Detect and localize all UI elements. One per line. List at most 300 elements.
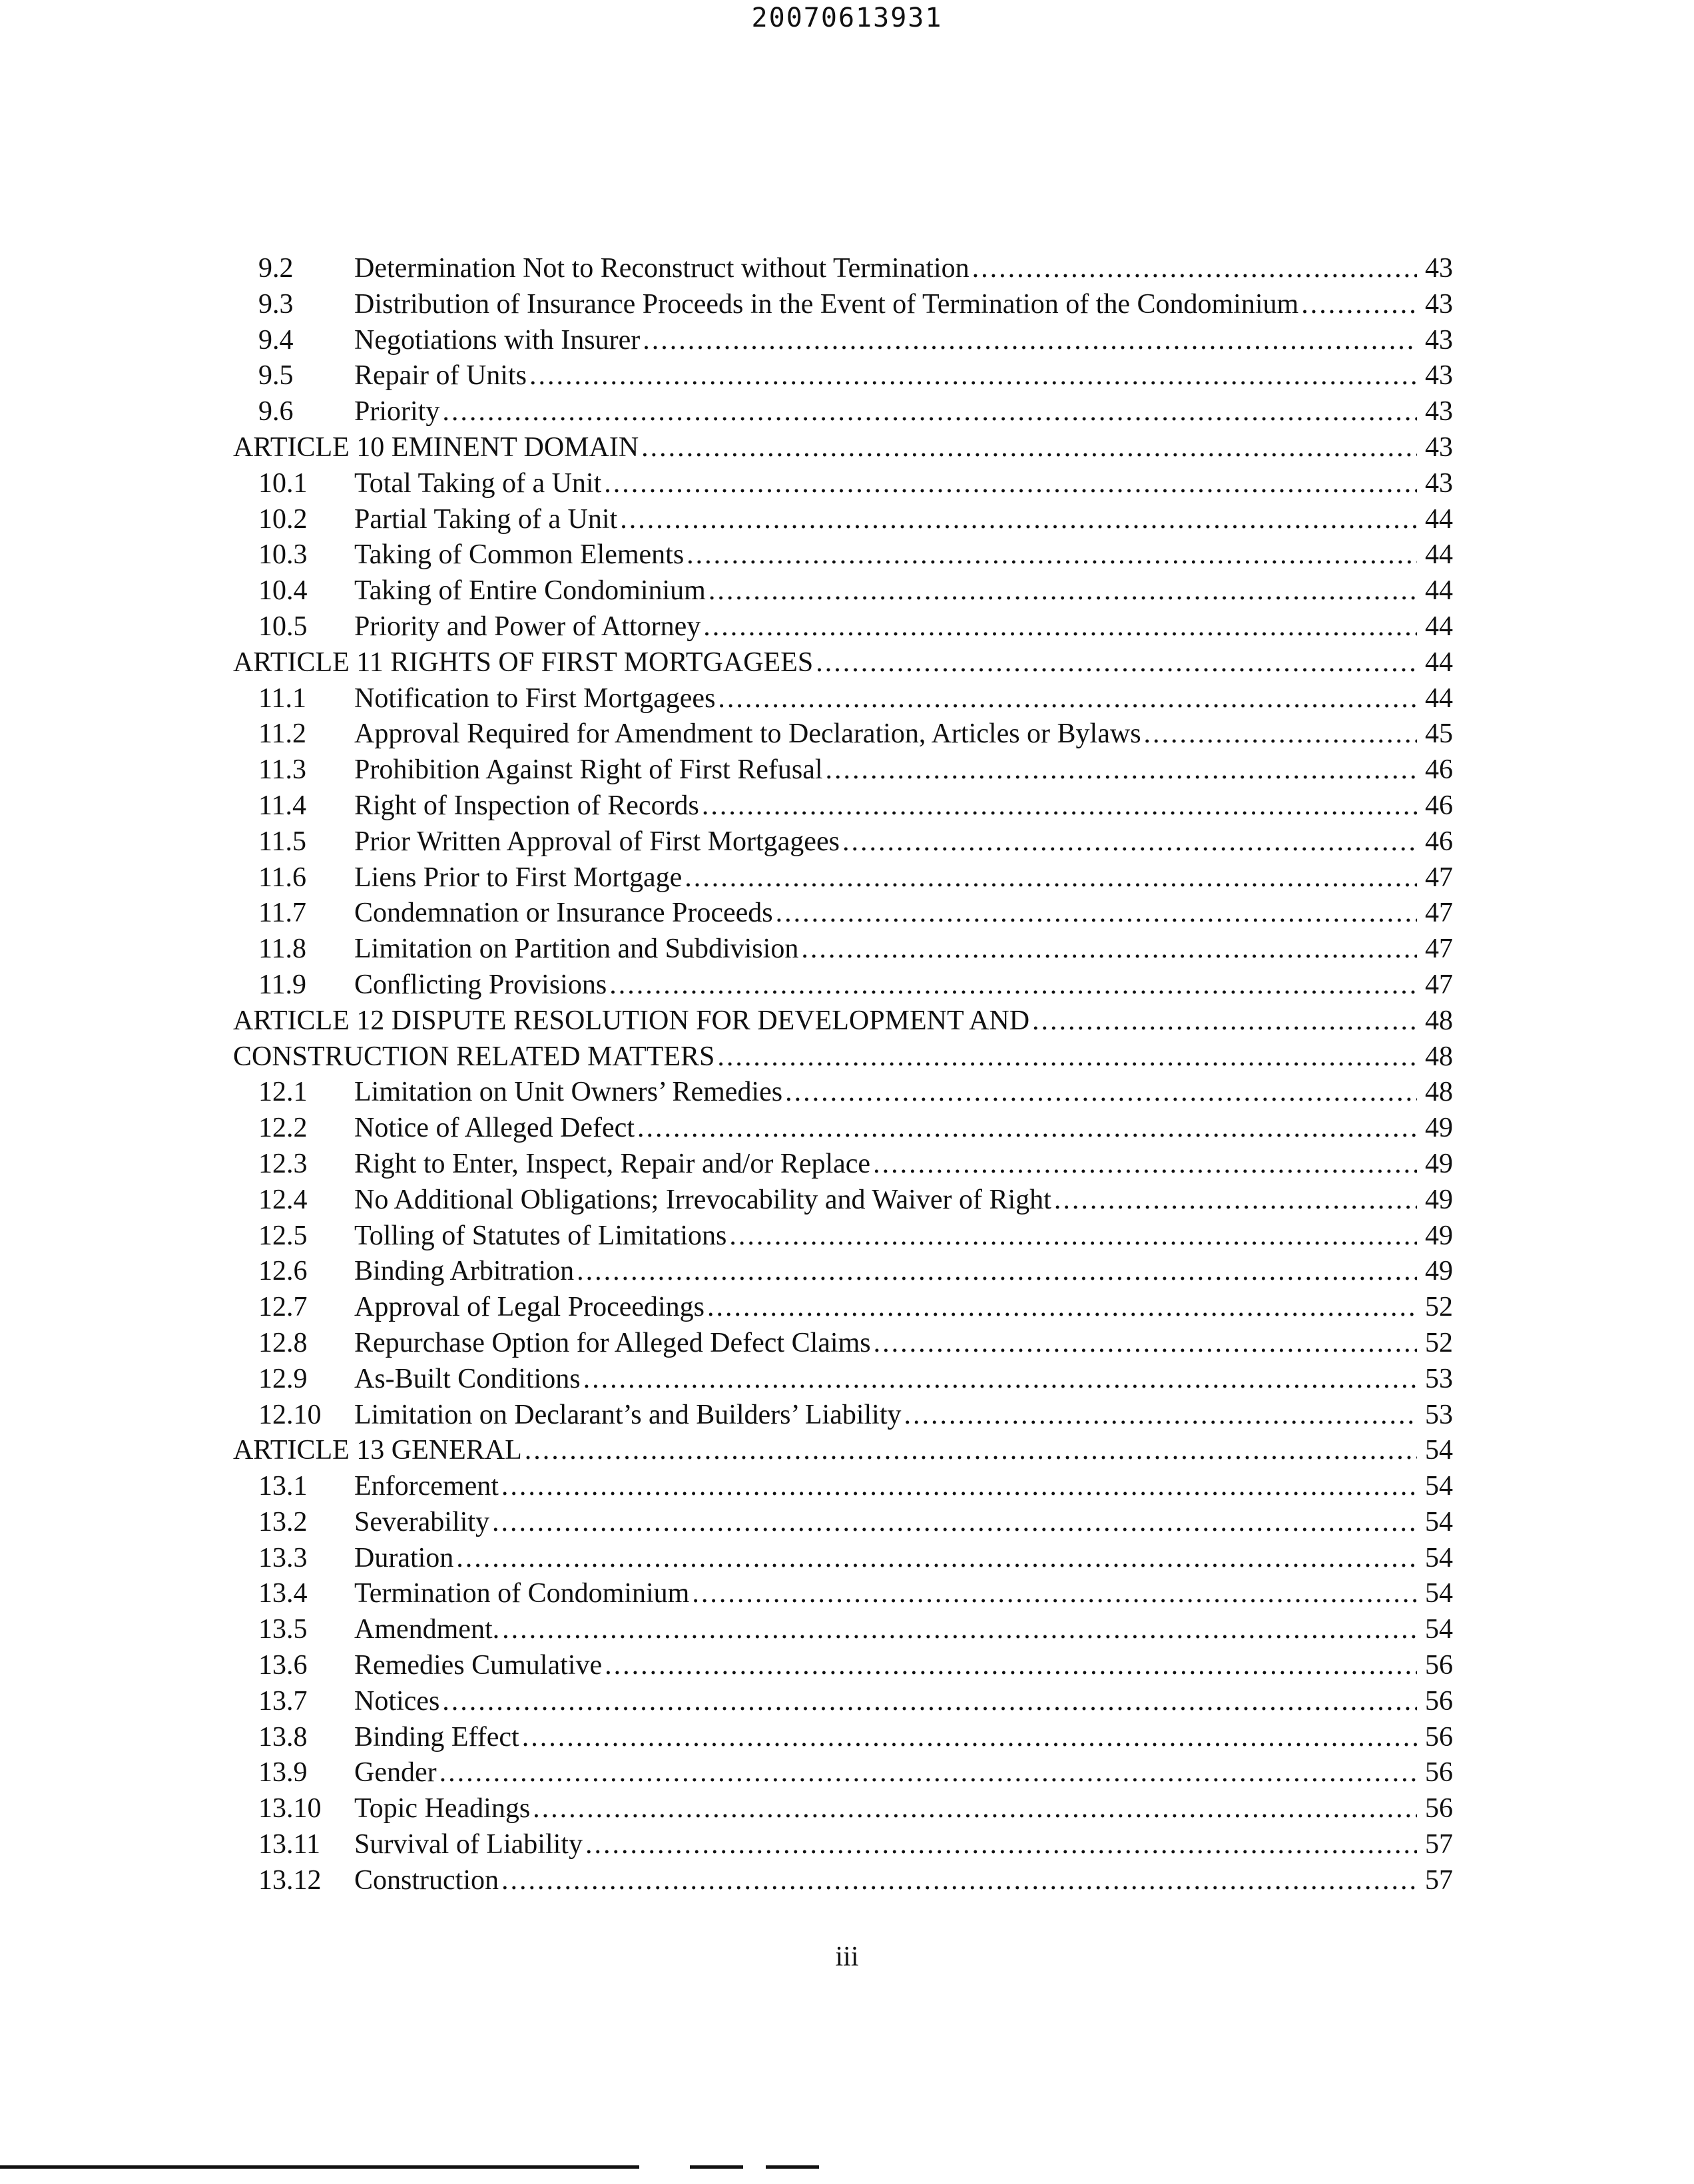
- toc-entry-title: Total Taking of a Unit: [354, 467, 602, 499]
- toc-entry-number: [233, 1755, 357, 1791]
- toc-entry-body: [354, 609, 1453, 645]
- toc-entry-number-text: 11.9: [258, 969, 306, 1000]
- toc-entry-title: Condemnation or Insurance Proceeds: [354, 898, 773, 929]
- toc-entry-number: [233, 358, 357, 394]
- dot-leader: [637, 1111, 1417, 1147]
- toc-entry-page: 43: [1425, 360, 1453, 392]
- dot-leader: [533, 1791, 1417, 1827]
- toc-entry-title: Binding Effect: [354, 1721, 519, 1753]
- toc-entry-number-text: 9.2: [258, 253, 294, 284]
- toc-entry-title: Repurchase Option for Alleged Defect Claims: [354, 1327, 871, 1358]
- toc-entry-page: 48: [1425, 1005, 1453, 1036]
- toc-section-row: [233, 1863, 1453, 1899]
- dot-leader: [439, 1755, 1417, 1791]
- toc-entry-body: [354, 1254, 1453, 1290]
- toc-entry-page: 56: [1425, 1685, 1453, 1717]
- dot-leader: [442, 394, 1417, 430]
- dot-leader: [904, 1398, 1417, 1434]
- toc-entry-page: 47: [1425, 969, 1453, 1000]
- toc-entry-number: [233, 716, 357, 752]
- toc-entry-body: [354, 466, 1453, 502]
- toc-entry-body: [354, 1720, 1453, 1756]
- toc-article-row: [233, 1003, 1453, 1039]
- toc-entry-body: [354, 1290, 1453, 1326]
- toc-entry-page: 44: [1425, 682, 1453, 714]
- toc-entry-number-text: 9.3: [258, 288, 294, 320]
- dot-leader: [492, 1505, 1417, 1541]
- toc-entry-title: Determination Not to Reconstruct without Termination: [354, 253, 970, 284]
- toc-entry-number: [233, 394, 357, 430]
- toc-entry-body: [354, 287, 1453, 323]
- toc-entry-number-text: 11.2: [258, 718, 306, 750]
- toc-entry-body: [354, 860, 1453, 896]
- toc-entry-title: Termination of Condominium: [354, 1578, 690, 1609]
- dot-leader: [729, 1219, 1417, 1254]
- scan-edge-line: [690, 2165, 743, 2169]
- toc-section-row: [233, 1398, 1453, 1434]
- dot-leader: [718, 681, 1417, 717]
- toc-section-row: [233, 502, 1453, 538]
- toc-entry-number: [233, 1505, 357, 1541]
- dot-leader: [502, 1612, 1417, 1648]
- dot-leader: [816, 645, 1417, 681]
- dot-leader: [501, 1469, 1417, 1505]
- toc-entry-title: ARTICLE 13 GENERAL: [233, 1435, 522, 1466]
- dot-leader: [605, 1648, 1417, 1684]
- toc-entry-title: Binding Arbitration: [354, 1256, 575, 1287]
- dot-leader: [609, 967, 1417, 1003]
- toc-entry-body: [354, 502, 1453, 538]
- toc-entry-page: 54: [1425, 1506, 1453, 1537]
- toc-section-row: [233, 824, 1453, 860]
- toc-entry-title: Severability: [354, 1506, 489, 1537]
- toc-entry-title: Prior Written Approval of First Mortgagees: [354, 826, 840, 857]
- toc-entry-body: [354, 752, 1453, 788]
- toc-entry-number: [233, 1791, 357, 1827]
- toc-entry-body: [354, 1684, 1453, 1720]
- toc-entry-title: Distribution of Insurance Proceeds in the Event of Termination of the Condominium: [354, 288, 1299, 320]
- toc-entry-number-text: 12.4: [258, 1184, 308, 1215]
- toc-section-row: [233, 1576, 1453, 1612]
- toc-entry-page: 46: [1425, 754, 1453, 786]
- toc-entry-number: [233, 1612, 357, 1648]
- toc-entry-number: [233, 573, 357, 609]
- toc-entry-number: [233, 932, 357, 967]
- toc-entry-page: 53: [1425, 1363, 1453, 1394]
- toc-entry-body: [354, 1326, 1453, 1362]
- toc-section-row: [233, 251, 1453, 287]
- dot-leader: [1144, 716, 1417, 752]
- toc-entry-number-text: 9.4: [258, 324, 294, 356]
- dot-leader: [583, 1362, 1417, 1398]
- toc-entry-body: [354, 323, 1453, 359]
- toc-entry-body: [354, 251, 1453, 287]
- dot-leader: [708, 573, 1417, 609]
- toc-entry-body: [354, 788, 1453, 824]
- toc-entry-title: Repair of Units: [354, 360, 527, 392]
- toc-section-row: [233, 1791, 1453, 1827]
- toc-entry-body: [354, 1755, 1453, 1791]
- scan-edge-line: [0, 2165, 639, 2169]
- dot-leader: [620, 502, 1417, 538]
- toc-entry-body: [354, 358, 1453, 394]
- toc-entry-number: [233, 788, 357, 824]
- dot-leader: [692, 1576, 1417, 1612]
- toc-entry-title: Limitation on Unit Owners’ Remedies: [354, 1077, 783, 1108]
- toc-entry-body: [233, 645, 1453, 681]
- toc-section-row: [233, 609, 1453, 645]
- toc-entry-number: [233, 1147, 357, 1183]
- toc-entry-number: [233, 323, 357, 359]
- dot-leader: [687, 537, 1417, 573]
- toc-section-row: [233, 1183, 1453, 1219]
- toc-article-row: [233, 430, 1453, 466]
- toc-entry-number: [233, 1075, 357, 1111]
- toc-entry-title: Limitation on Declarant’s and Builders’ Liability: [354, 1399, 902, 1430]
- toc-entry-page: 52: [1425, 1327, 1453, 1358]
- toc-entry-body: [354, 896, 1453, 932]
- dot-leader: [1054, 1183, 1417, 1219]
- toc-section-row: [233, 1648, 1453, 1684]
- toc-entry-number-text: 12.1: [258, 1077, 308, 1108]
- document-id: 20070613931: [751, 3, 943, 33]
- toc-entry-page: 56: [1425, 1650, 1453, 1681]
- toc-entry-body: [354, 1075, 1453, 1111]
- toc-entry-page: 44: [1425, 611, 1453, 642]
- toc-entry-number: [233, 537, 357, 573]
- toc-entry-page: 46: [1425, 826, 1453, 857]
- toc-entry-page: 48: [1425, 1077, 1453, 1108]
- toc-entry-page: 47: [1425, 934, 1453, 965]
- dot-leader: [685, 860, 1417, 896]
- toc-entry-body: [354, 1576, 1453, 1612]
- toc-section-row: [233, 1541, 1453, 1577]
- toc-entry-number: [233, 1362, 357, 1398]
- toc-entry-body: [233, 1003, 1453, 1039]
- toc-entry-body: [233, 430, 1453, 466]
- toc-section-row: [233, 1254, 1453, 1290]
- toc-entry-page: 56: [1425, 1721, 1453, 1753]
- dot-leader: [801, 932, 1417, 967]
- toc-entry-page: 49: [1425, 1148, 1453, 1179]
- toc-section-row: [233, 932, 1453, 967]
- toc-entry-title: Taking of Entire Condominium: [354, 575, 706, 607]
- toc-entry-page: 48: [1425, 1041, 1453, 1072]
- toc-section-row: [233, 1326, 1453, 1362]
- dot-leader: [874, 1326, 1417, 1362]
- toc-entry-number: [233, 1469, 357, 1505]
- toc-entry-number-text: 9.5: [258, 360, 294, 392]
- dot-leader: [577, 1254, 1417, 1290]
- toc-section-row: [233, 1505, 1453, 1541]
- toc-entry-title: Prohibition Against Right of First Refusal: [354, 754, 823, 786]
- toc-entry-body: [354, 1827, 1453, 1863]
- toc-entry-body: [354, 967, 1453, 1003]
- dot-leader: [442, 1684, 1417, 1720]
- toc-entry-number: [233, 681, 357, 717]
- toc-entry-title: Survival of Liability: [354, 1829, 583, 1860]
- toc-entry-page: 43: [1425, 396, 1453, 427]
- dot-leader: [641, 430, 1417, 466]
- toc-entry-body: [354, 824, 1453, 860]
- toc-entry-title: Partial Taking of a Unit: [354, 503, 618, 535]
- toc-entry-body: [233, 1039, 1453, 1075]
- toc-entry-title: No Additional Obligations; Irrevocability and Waiver of Right: [354, 1184, 1051, 1215]
- toc-entry-page: 54: [1425, 1435, 1453, 1466]
- toc-entry-page: 45: [1425, 718, 1453, 750]
- toc-entry-page: 47: [1425, 898, 1453, 929]
- dot-leader: [456, 1541, 1417, 1577]
- toc-entry-number-text: 12.3: [258, 1148, 308, 1179]
- toc-entry-page: 43: [1425, 467, 1453, 499]
- dot-leader: [873, 1147, 1417, 1183]
- toc-entry-page: 49: [1425, 1184, 1453, 1215]
- toc-section-row: [233, 394, 1453, 430]
- toc-entry-title: Notification to First Mortgagees: [354, 682, 716, 714]
- toc-section-row: [233, 1755, 1453, 1791]
- toc-entry-number-text: 12.6: [258, 1256, 308, 1287]
- toc-entry-title: Priority and Power of Attorney: [354, 611, 701, 642]
- toc-entry-title: Amendment.: [354, 1614, 500, 1645]
- toc-section-row: [233, 967, 1453, 1003]
- dot-leader: [604, 466, 1417, 502]
- toc-entry-title: Notice of Alleged Defect: [354, 1113, 635, 1144]
- toc-entry-page: 43: [1425, 431, 1453, 463]
- dot-leader: [703, 609, 1417, 645]
- toc-entry-body: [354, 1469, 1453, 1505]
- toc-entry-number: [233, 1290, 357, 1326]
- toc-entry-page: 54: [1425, 1578, 1453, 1609]
- toc-entry-number: [233, 1576, 357, 1612]
- dot-leader: [522, 1720, 1417, 1756]
- toc-entry-page: 54: [1425, 1471, 1453, 1502]
- toc-entry-number-text: 13.3: [258, 1542, 308, 1573]
- toc-entry-number: [233, 1111, 357, 1147]
- toc-entry-body: [233, 1433, 1453, 1469]
- toc-entry-page: 53: [1425, 1399, 1453, 1430]
- toc-entry-number: [233, 967, 357, 1003]
- toc-entry-number-text: 13.8: [258, 1721, 308, 1753]
- dot-leader: [842, 824, 1417, 860]
- toc-entry-number: [233, 1398, 357, 1434]
- dot-leader: [776, 896, 1417, 932]
- toc-entry-number: [233, 1684, 357, 1720]
- toc-entry-page: 54: [1425, 1542, 1453, 1573]
- toc-entry-number-text: 13.4: [258, 1578, 308, 1609]
- toc-entry-page: 57: [1425, 1864, 1453, 1896]
- toc-section-row: [233, 1362, 1453, 1398]
- toc-section-row: [233, 1684, 1453, 1720]
- toc-entry-page: 49: [1425, 1256, 1453, 1287]
- toc-entry-number-text: 11.6: [258, 862, 306, 893]
- toc-section-row: [233, 1469, 1453, 1505]
- toc-section-row: [233, 860, 1453, 896]
- toc-entry-number-text: 12.8: [258, 1327, 308, 1358]
- toc-entry-title: Remedies Cumulative: [354, 1650, 603, 1681]
- dot-leader: [1301, 287, 1417, 323]
- toc-section-row: [233, 1219, 1453, 1254]
- toc-entry-number: [233, 1183, 357, 1219]
- toc-section-row: [233, 287, 1453, 323]
- toc-entry-number-text: 10.3: [258, 539, 308, 571]
- toc-section-row: [233, 1827, 1453, 1863]
- dot-leader: [972, 251, 1417, 287]
- toc-entry-title: CONSTRUCTION RELATED MATTERS: [233, 1041, 715, 1072]
- toc-article-row: [233, 1433, 1453, 1469]
- toc-entry-title: Approval Required for Amendment to Declaration, Articles or Bylaws: [354, 718, 1141, 750]
- toc-entry-body: [354, 1541, 1453, 1577]
- toc-section-row: [233, 1720, 1453, 1756]
- toc-entry-number-text: 10.1: [258, 467, 308, 499]
- toc-entry-body: [354, 1111, 1453, 1147]
- toc-entry-number-text: 13.9: [258, 1757, 308, 1788]
- toc-entry-body: [354, 1219, 1453, 1254]
- toc-entry-page: 44: [1425, 539, 1453, 571]
- toc-entry-number-text: 11.7: [258, 898, 306, 929]
- toc-entry-body: [354, 537, 1453, 573]
- toc-entry-number-text: 11.5: [258, 826, 306, 857]
- toc-section-row: [233, 716, 1453, 752]
- toc-section-row: [233, 1612, 1453, 1648]
- toc-entry-title: Conflicting Provisions: [354, 969, 607, 1000]
- toc-entry-body: [354, 1791, 1453, 1827]
- toc-entry-number: [233, 896, 357, 932]
- dot-leader: [702, 788, 1417, 824]
- toc-section-row: [233, 681, 1453, 717]
- toc-entry-number-text: 13.6: [258, 1650, 308, 1681]
- toc-entry-number-text: 12.2: [258, 1113, 308, 1144]
- dot-leader: [529, 358, 1417, 394]
- toc-section-row: [233, 896, 1453, 932]
- toc-entry-page: 44: [1425, 647, 1453, 678]
- toc-entry-number-text: 10.4: [258, 575, 308, 607]
- toc-entry-number: [233, 1219, 357, 1254]
- toc-entry-number-text: 12.5: [258, 1220, 308, 1251]
- toc-entry-number-text: 13.10: [258, 1793, 322, 1824]
- toc-entry-page: 44: [1425, 503, 1453, 535]
- dot-leader: [826, 752, 1417, 788]
- toc-entry-number-text: 12.9: [258, 1363, 308, 1394]
- toc-entry-page: 54: [1425, 1614, 1453, 1645]
- toc-entry-number-text: 11.4: [258, 790, 306, 821]
- toc-article-row: [233, 645, 1453, 681]
- toc-entry-number: [233, 1326, 357, 1362]
- dot-leader: [643, 323, 1417, 359]
- toc-entry-page: 46: [1425, 790, 1453, 821]
- toc-section-row: [233, 323, 1453, 359]
- toc-entry-page: 43: [1425, 288, 1453, 320]
- toc-entry-title: Priority: [354, 396, 440, 427]
- toc-entry-number-text: 13.7: [258, 1685, 308, 1717]
- toc-entry-number: [233, 1648, 357, 1684]
- toc-entry-page: 47: [1425, 862, 1453, 893]
- toc-entry-body: [354, 394, 1453, 430]
- toc-entry-page: 43: [1425, 253, 1453, 284]
- toc-entry-number-text: 9.6: [258, 396, 294, 427]
- toc-entry-page: 56: [1425, 1757, 1453, 1788]
- toc-section-row: [233, 1290, 1453, 1326]
- toc-entry-number: [233, 1863, 357, 1899]
- toc-entry-number-text: 13.12: [258, 1864, 322, 1896]
- toc-entry-number: [233, 1720, 357, 1756]
- toc-entry-title: ARTICLE 10 EMINENT DOMAIN: [233, 431, 639, 463]
- dot-leader: [1032, 1003, 1417, 1039]
- toc-entry-number: [233, 609, 357, 645]
- toc-entry-page: 44: [1425, 575, 1453, 607]
- toc-entry-page: 56: [1425, 1793, 1453, 1824]
- toc-entry-body: [354, 716, 1453, 752]
- toc-entry-number-text: 11.3: [258, 754, 306, 786]
- dot-leader: [501, 1863, 1417, 1899]
- toc-entry-body: [354, 1362, 1453, 1398]
- toc-entry-number-text: 11.8: [258, 934, 306, 965]
- toc-entry-title: Liens Prior to First Mortgage: [354, 862, 683, 893]
- toc-entry-number: [233, 251, 357, 287]
- toc-entry-body: [354, 932, 1453, 967]
- toc-entry-number: [233, 860, 357, 896]
- toc-entry-page: 52: [1425, 1292, 1453, 1323]
- toc-entry-title: Enforcement: [354, 1471, 499, 1502]
- dot-leader: [707, 1290, 1417, 1326]
- toc-entry-title: Approval of Legal Proceedings: [354, 1292, 705, 1323]
- toc-entry-number-text: 13.11: [258, 1829, 320, 1860]
- dot-leader: [585, 1827, 1417, 1863]
- toc-entry-number-text: 12.7: [258, 1292, 308, 1323]
- toc-entry-title: Gender: [354, 1757, 437, 1788]
- toc-entry-title: Right to Enter, Inspect, Repair and/or Replace: [354, 1148, 871, 1179]
- toc-entry-number-text: 13.1: [258, 1471, 308, 1502]
- toc-entry-number: [233, 824, 357, 860]
- toc-section-row: [233, 466, 1453, 502]
- toc-entry-title: Topic Headings: [354, 1793, 531, 1824]
- toc-section-row: [233, 1075, 1453, 1111]
- toc-entry-title: Duration: [354, 1542, 454, 1573]
- toc-entry-body: [354, 1147, 1453, 1183]
- toc-section-row: [233, 752, 1453, 788]
- toc-entry-page: 43: [1425, 324, 1453, 356]
- toc-entry-page: 49: [1425, 1220, 1453, 1251]
- toc-entry-number-text: 10.2: [258, 503, 308, 535]
- toc-entry-number: [233, 1254, 357, 1290]
- toc-section-row: [233, 573, 1453, 609]
- dot-leader: [717, 1039, 1417, 1075]
- toc-entry-title: Limitation on Partition and Subdivision: [354, 934, 799, 965]
- toc-entry-body: [354, 1612, 1453, 1648]
- toc-entry-title: Negotiations with Insurer: [354, 324, 641, 356]
- toc-section-row: [233, 537, 1453, 573]
- toc-article-row: [233, 1039, 1453, 1075]
- toc-entry-title: Construction: [354, 1864, 499, 1896]
- toc-entry-number-text: 10.5: [258, 611, 308, 642]
- toc-entry-body: [354, 1183, 1453, 1219]
- toc-entry-page: 57: [1425, 1829, 1453, 1860]
- toc-entry-number: [233, 752, 357, 788]
- toc-entry-body: [354, 681, 1453, 717]
- toc-entry-body: [354, 1505, 1453, 1541]
- toc-entry-number: [233, 1541, 357, 1577]
- toc-entry-number: [233, 502, 357, 538]
- toc-section-row: [233, 1147, 1453, 1183]
- toc-entry-number: [233, 287, 357, 323]
- dot-leader: [525, 1433, 1417, 1469]
- toc-entry-title: As-Built Conditions: [354, 1363, 581, 1394]
- toc-entry-number: [233, 466, 357, 502]
- toc-entry-number-text: 12.10: [258, 1399, 322, 1430]
- toc-entry-number-text: 13.5: [258, 1614, 308, 1645]
- toc-entry-title: Right of Inspection of Records: [354, 790, 699, 821]
- toc-entry-title: Notices: [354, 1685, 440, 1717]
- toc-entry-body: [354, 1863, 1453, 1899]
